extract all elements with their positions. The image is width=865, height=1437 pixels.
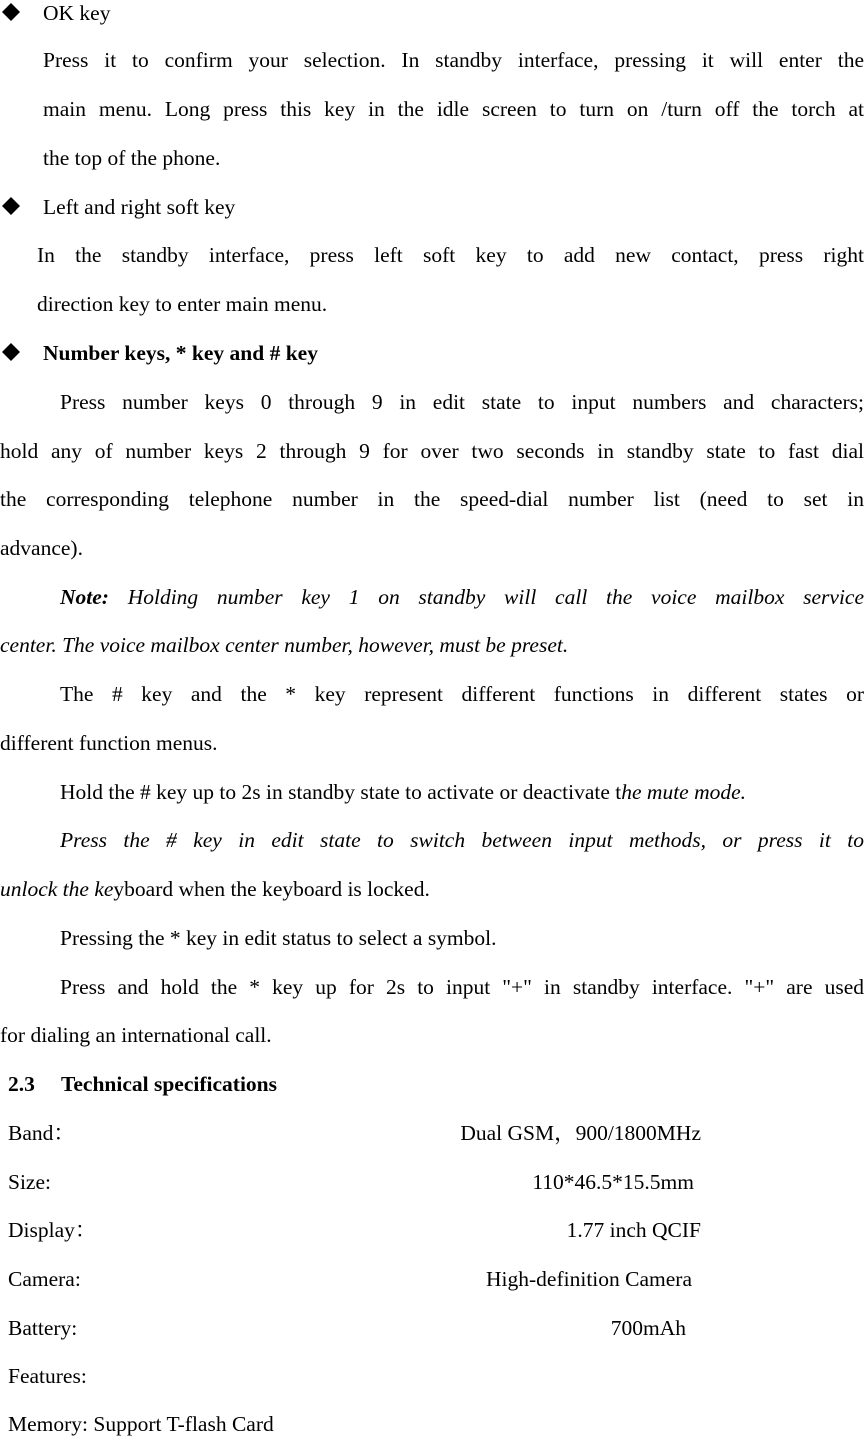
press-hash-text: yboard when the keyboard is locked. <box>113 877 430 901</box>
hold-hash-text: Hold the # key up to 2s in standby state to activate or deactivate t <box>60 780 622 804</box>
spec-value-battery: 700mAh <box>610 1316 686 1340</box>
press-hash-line-1: Press the # key in edit state to switch between input methods, or press it to <box>60 828 864 852</box>
diamond-bullet-icon <box>2 197 20 215</box>
note-text-1: Holding number key 1 on standby will call the voice mailbox service <box>127 585 865 609</box>
number-keys-para1-line-2: hold any of number keys 2 through 9 for over two seconds in standby state to fast dial <box>0 439 864 463</box>
ok-key-heading: OK key <box>43 1 111 25</box>
hold-hash-line <box>60 779 746 805</box>
press-hash-italic: unlock the ke <box>0 877 114 901</box>
spec-value-display: 1.77 inch QCIF <box>566 1218 701 1242</box>
note-line-1 <box>60 584 864 610</box>
diamond-bullet-icon <box>2 3 20 21</box>
spec-label-band: Band： <box>8 1121 75 1145</box>
star-select-line: Pressing the * key in edit status to select a symbol. <box>60 926 497 950</box>
hold-hash-italic: he mute mode. <box>621 780 747 804</box>
spec-label-camera: Camera: <box>8 1267 81 1291</box>
number-keys-heading: Number keys, * key and # key <box>43 341 318 365</box>
ok-key-line-1: Press it to confirm your selection. In standby interface, pressing it will enter the <box>43 48 864 72</box>
number-keys-para1-line-1: Press number keys 0 through 9 in edit state to input numbers and characters; <box>60 390 864 414</box>
star-plus-line-2: for dialing an international call. <box>0 1023 272 1047</box>
spec-value-size: 110*46.5*15.5mm <box>532 1170 694 1194</box>
note-line-2: center. The voice mailbox center number, however, must be preset. <box>0 633 569 657</box>
number-keys-para1-line-4: advance). <box>0 536 83 560</box>
hash-star-line-1: The # key and the * key represent different functions in different states or <box>60 682 864 706</box>
section-title: Technical specifications <box>61 1072 277 1096</box>
press-hash-line-2 <box>0 876 430 902</box>
ok-key-line-2: main menu. Long press this key in the idle screen to turn on /turn off the torch at <box>43 97 864 121</box>
spec-label-size: Size: <box>8 1170 51 1194</box>
star-plus-line-1: Press and hold the * key up for 2s to input "+" in standby interface. "+" are used <box>60 975 864 999</box>
soft-key-line-1: In the standby interface, press left soft key to add new contact, press right <box>37 243 864 267</box>
spec-value-camera: High-definition Camera <box>486 1267 692 1291</box>
spec-label-features: Features: <box>8 1364 87 1388</box>
diamond-bullet-icon <box>2 343 20 361</box>
number-keys-para1-line-3: the corresponding telephone number in the speed-dial number list (need to set in <box>0 487 864 511</box>
spec-label-display: Display： <box>8 1218 97 1242</box>
note-label: Note: <box>60 585 109 609</box>
spec-label-memory: Memory: Support T-flash Card <box>8 1412 274 1436</box>
ok-key-line-3: the top of the phone. <box>43 146 221 170</box>
soft-key-heading: Left and right soft key <box>43 195 236 219</box>
section-number: 2.3 <box>8 1072 35 1096</box>
soft-key-line-2: direction key to enter main menu. <box>37 292 328 316</box>
spec-label-battery: Battery: <box>8 1316 78 1340</box>
hash-star-line-2: different function menus. <box>0 731 218 755</box>
spec-value-band: Dual GSM，900/1800MHz <box>460 1121 701 1145</box>
